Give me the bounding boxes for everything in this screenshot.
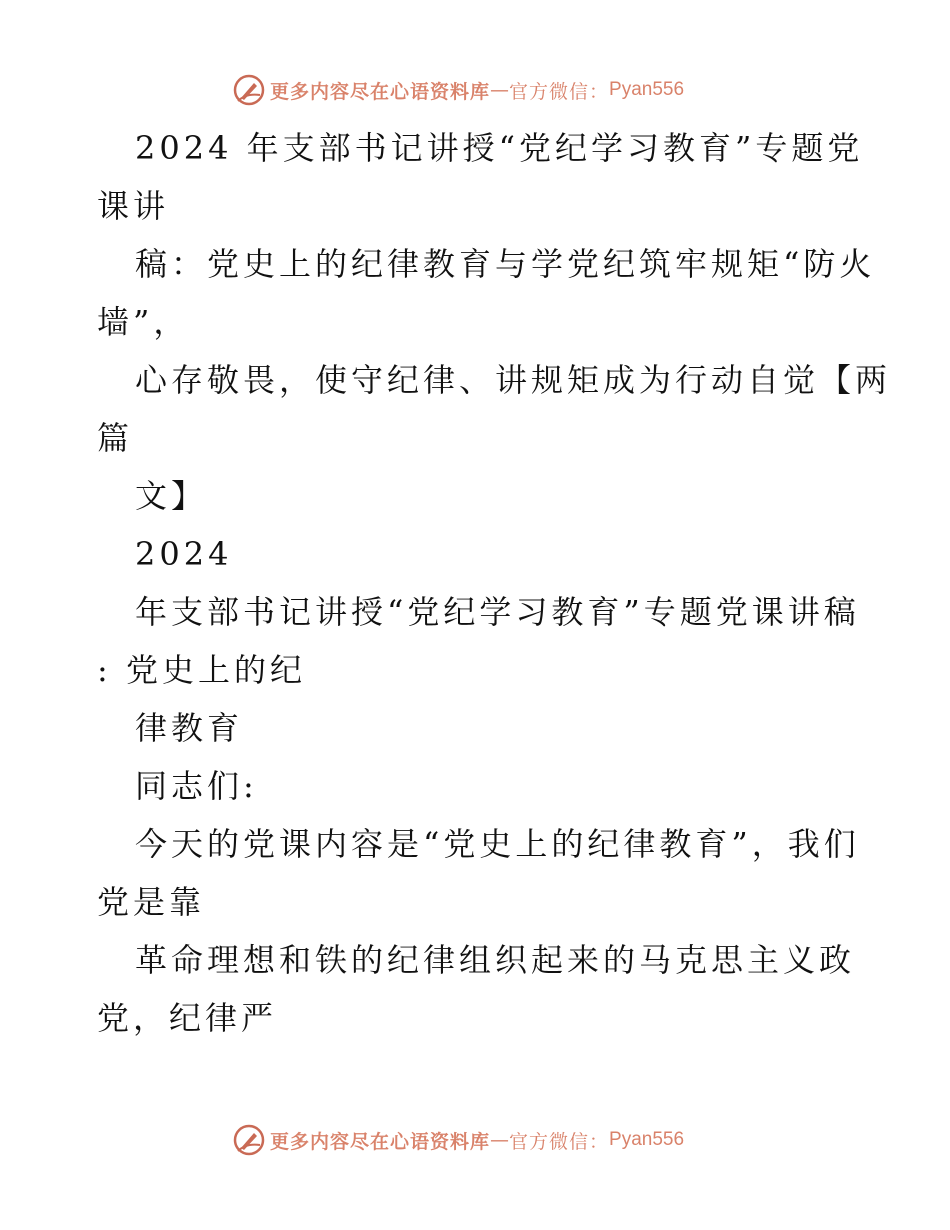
doc-line: 墙”， (97, 303, 190, 341)
doc-line: 党是靠 (97, 883, 206, 921)
pen-logo-icon (232, 1123, 266, 1157)
banner-wechat-id: Pyan556 (609, 1129, 685, 1150)
doc-line: 心存敬畏，使守纪律、讲规矩成为行动自觉【两 (135, 361, 892, 399)
doc-line: 2024 (135, 535, 233, 573)
banner-wechat-label: 官方微信： (509, 80, 610, 103)
doc-line: 2024 年支部书记讲授“党纪学习教育”专题党 (135, 129, 864, 167)
banner-wechat-id: Pyan556 (609, 79, 685, 100)
header-watermark (232, 70, 684, 110)
doc-line: 革命理想和铁的纪律组织起来的马克思主义政 (135, 941, 856, 979)
footer-watermark (232, 1120, 684, 1160)
doc-line: : 党史上的纪 (97, 651, 306, 689)
banner-separator: — (490, 1129, 510, 1151)
doc-line: 稿：党史上的纪律教育与学党纪筑牢规矩“防火 (135, 245, 876, 283)
doc-line: 文】 (135, 477, 208, 515)
banner-separator: — (490, 79, 510, 101)
doc-line: 篇 (97, 419, 134, 457)
banner-site-text: 更多内容尽在心语资料库 (270, 80, 491, 103)
doc-line: 党，纪律严 (97, 999, 278, 1037)
doc-line: 课讲 (97, 187, 170, 225)
doc-line: 年支部书记讲授“党纪学习教育”专题党课讲稿 (135, 593, 860, 631)
pen-logo-icon (232, 73, 266, 107)
doc-line: 今天的党课内容是“党史上的纪律教育”，我们 (135, 825, 860, 863)
doc-line: 同志们: (135, 767, 258, 805)
banner-site-text: 更多内容尽在心语资料库 (270, 1130, 491, 1153)
doc-line: 律教育 (135, 709, 244, 747)
banner-wechat-label: 官方微信： (509, 1130, 610, 1153)
